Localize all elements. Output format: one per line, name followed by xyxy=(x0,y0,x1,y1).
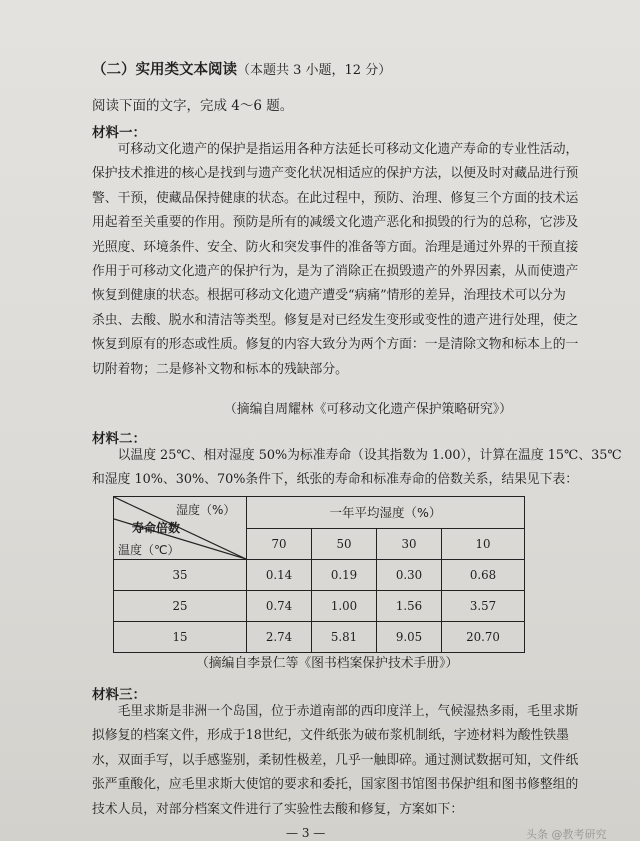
instruction-text: 阅读下面的文字，完成 4～6 题。 xyxy=(92,98,294,114)
value-cell: 0.14 xyxy=(247,560,312,591)
corner-ratio-label: 寿命倍数 xyxy=(132,521,181,535)
material3-line: 毛里求斯是非洲一个岛国，位于赤道南部的西印度洋上，气候湿热多雨，毛里求斯 xyxy=(117,704,579,719)
material1-line: 杀虫、去酸、脱水和清洁等类型。修复是对已经发生变形或变性的遗产进行处理，使之 xyxy=(92,312,579,328)
material1-line: 用起着至关重要的作用。预防是所有的减缓文化遗产恶化和损毁的行为的总称，它涉及 xyxy=(92,215,579,231)
value-cell: 20.70 xyxy=(442,622,525,653)
material1-source: （摘编自周耀林《可移动文化遗产保护策略研究》） xyxy=(224,402,512,417)
table-row xyxy=(114,591,525,622)
humidity-header: 70 xyxy=(247,528,312,560)
corner-temp-label: 温度（℃） xyxy=(118,543,180,557)
material2-line: 以温度 25℃、相对湿度 50%为标准寿命（设其指数为 1.00），计算在温度 15℃、35℃ xyxy=(117,448,622,463)
table-row xyxy=(114,560,525,591)
section-title: （二）实用类文本阅读 xyxy=(92,62,237,78)
value-cell: 1.00 xyxy=(312,591,377,622)
material1-line: 作用于可移动文化遗产的保护行为，是为了消除正在损毁遗产的外界因素，从而使遗产 xyxy=(92,264,579,280)
humidity-header: 30 xyxy=(377,528,442,560)
value-cell: 0.74 xyxy=(247,591,312,622)
material1-line: 恢复到原有的形态或性质。修复的内容大致分为两个方面：一是清除文物和标本上的一 xyxy=(92,337,579,353)
value-cell: 2.74 xyxy=(247,622,312,653)
material2-label: 材料二： xyxy=(92,431,146,447)
material1-line: 可移动文化遗产的保护是指运用各种方法延长可移动文化遗产寿命的专业性活动， xyxy=(117,142,579,157)
material3-line: 拟修复的档案文件，形成于18世纪，文件纸张为破布浆机制纸，字迹材料为酸性铁墨 xyxy=(92,728,569,744)
corner-humidity-label: 湿度（%） xyxy=(176,503,236,517)
table-row xyxy=(114,622,525,653)
temp-cell: 15 xyxy=(114,622,247,653)
value-cell: 0.30 xyxy=(377,560,442,591)
paper-lifetime-table xyxy=(113,496,525,653)
value-cell: 0.68 xyxy=(442,560,525,591)
watermark: 头条 @教考研究 xyxy=(526,828,607,841)
humidity-header: 10 xyxy=(442,528,525,560)
page-number: — 3 — xyxy=(286,826,326,840)
material1-label: 材料一： xyxy=(92,125,146,141)
material3-body xyxy=(92,700,579,822)
material1-line: 光照度、环境条件、安全、防火和突发事件的准备等方面。治理是通过外界的干预直接 xyxy=(92,239,579,255)
section-heading xyxy=(92,58,391,79)
value-cell: 3.57 xyxy=(442,591,525,622)
section-note: （本题共 3 小题，12 分） xyxy=(237,63,392,78)
temp-cell: 25 xyxy=(114,591,247,622)
material1-body xyxy=(92,138,579,382)
value-cell: 0.19 xyxy=(312,560,377,591)
material3-line: 水，双面手写，以手感鉴别，柔韧性极差，几乎一触即碎。通过测试数据可知，文件纸 xyxy=(92,752,579,768)
material1-line: 保护技术推进的核心是找到与遗产变化状况相适应的保护方法，以便及时对藏品进行预 xyxy=(92,166,579,182)
material1-line: 切附着物；二是修补文物和标本的残缺部分。 xyxy=(92,361,348,377)
value-cell: 1.56 xyxy=(377,591,442,622)
material1-line: 警、干预，使藏品保持健康的状态。在此过程中，预防、治理、修复三个方面的技术运 xyxy=(92,190,579,206)
material2-line: 和湿度 10%、30%、70%条件下，纸张的寿命和标准寿命的倍数关系，结果见下表： xyxy=(92,472,579,488)
table-corner-cell xyxy=(114,497,247,560)
material1-line: 恢复到健康的状态。根据可移动文化遗产遭受“病痛”情形的差异，治理技术可以分为 xyxy=(92,288,566,304)
group-header: 一年平均湿度（%） xyxy=(247,497,525,529)
value-cell: 9.05 xyxy=(377,622,442,653)
material2-source: （摘编自李景仁等《图书档案保护技术手册》） xyxy=(196,656,459,671)
material2-body xyxy=(92,444,622,493)
material3-label: 材料三： xyxy=(92,687,146,703)
material3-line: 技术人员，对部分档案文件进行了实验性去酸和修复，方案如下： xyxy=(92,801,464,817)
material3-line: 张严重酸化，应毛里求斯大使馆的要求和委托，国家图书馆图书保护组和图书修整组的 xyxy=(92,777,579,793)
temp-cell: 35 xyxy=(114,560,247,591)
humidity-header: 50 xyxy=(312,528,377,560)
diagonal-header xyxy=(114,497,246,559)
value-cell: 5.81 xyxy=(312,622,377,653)
